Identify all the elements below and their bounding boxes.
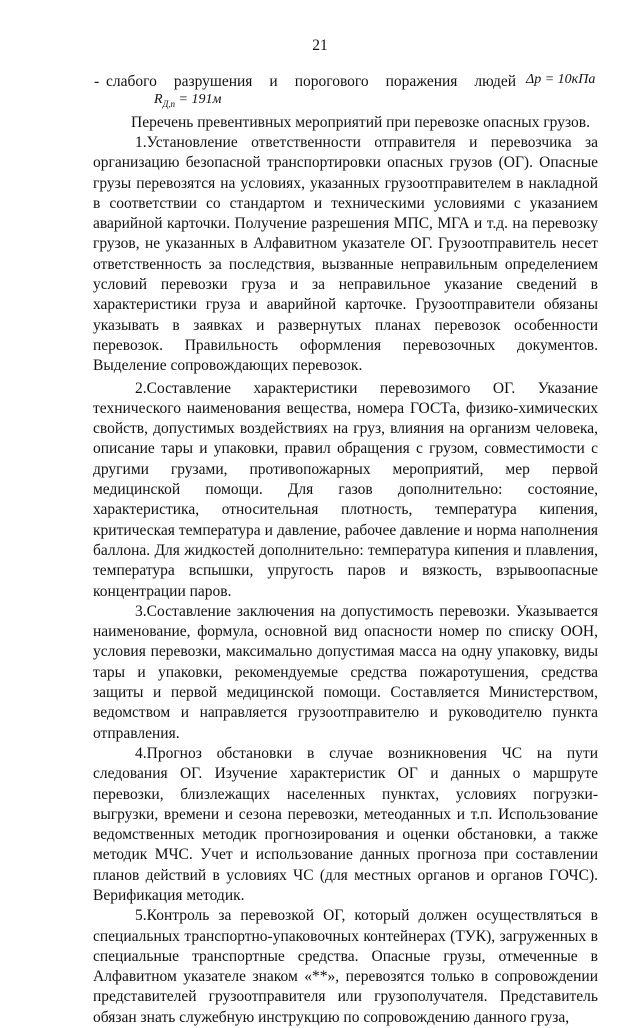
body-text — [93, 133, 598, 1028]
intro-text: слабого разрушения и порогового поражения людей — [106, 73, 516, 90]
paragraph-3: 3.Составление заключения на допустимость перевозки. Указывается наименование, формула, основной вид опасности номер по списку ООН, условия перевозки, максимально допустимая масса на одну упаковку, виды тары и упаковки, рекомендуемые средства пожаротушения, средства защиты и первой медицинской помощи. Составляется Министерством, ведомством и направляется грузоотправителю и руководителю пункта отправления. — [93, 602, 598, 742]
paragraph-2: 2.Составление характеристики перевозимого ОГ. Указание технического наименования вещества, номера ГОСТа, физико-химических свойств, допустимых воздействиях на груз, влияния на организм человека, описание тары и упаковки, правил обращения с грузом, совместимости с другими грузами, противопожарных мероприятий, мер первой медицинской помощи. Для газов дополнительно: состояние, характеристика, относительная плотность, температура кипения, критическая температура и давление, рабочее давление и норма наполнения баллона. Для жидкостей дополнительно: температура кипения и плавления, температура вспышки, упругость паров и вязкость, взрывоопасные концентрации паров. — [93, 379, 598, 600]
radius-symbol: R — [154, 92, 163, 107]
radius-value: = 191м — [178, 92, 222, 107]
paragraph-5: 5.Контроль за перевозкой ОГ, который должен осуществляться в специальных транспортно-упаковочных контейнерах (ТУК), загруженных в специальные транспортные средства. Опасные грузы, отмеченные в Алфавитном указателе знаком «**», перевозятся только в сопровождении представителей грузоотправителя или грузополучателя. Представитель обязан знать служебную инструкцию по сопровождению данного груза, — [93, 907, 598, 1026]
radius-subscript: Д,п — [162, 98, 176, 109]
paragraph-1: 1.Установление ответственности отправителя и перевозчика за организацию безопасной транспортировки опасных грузов (ОГ). Опасные грузы перевозятся на условиях, указанных грузоотправителем в накладной в соответствии со стандартом и техническими условиями с указанием аварийной карточки. Получение разрешения МПС, МГА и т.д. на перевозку грузов, не указанных в Алфавитном указателе ОГ. Грузоотправитель несет ответственность за последствия, вызванные неправильным определением условий перевозки груза и за неправильное указание сведений в характеристики груза и аварийной карточке. Грузоотправители обязаны указывать в заявках и развернутых планах перевозок особенности перевозок. Правильность оформления перевозочных документов. Выделение сопровождающих перевозок. — [93, 134, 598, 375]
page-number: 21 — [312, 37, 328, 54]
radius-formula — [154, 90, 221, 114]
list-dash: - — [94, 73, 100, 90]
section-heading: Перечень превентивных мероприятий при перевозке опасных грузов. — [131, 114, 590, 131]
pressure-formula: Δp = 10кПа — [526, 72, 596, 87]
paragraph-4: 4.Прогноз обстановки в случае возникновения ЧС на пути следования ОГ. Изучение характеристик ОГ и данных о маршруте перевозки, близлежащих населенных пунктах, условиях погрузки-выгрузки, времени и сезона перевозки, метеоданных и т.п. Использование ведомственных методик прогнозирования и оценки обстановки, а также методик МЧС. Учет и использование данных прогноза при составлении планов действий в условиях ЧС (для местных органов и органов ГОЧС). Верификация методик. — [93, 744, 598, 904]
